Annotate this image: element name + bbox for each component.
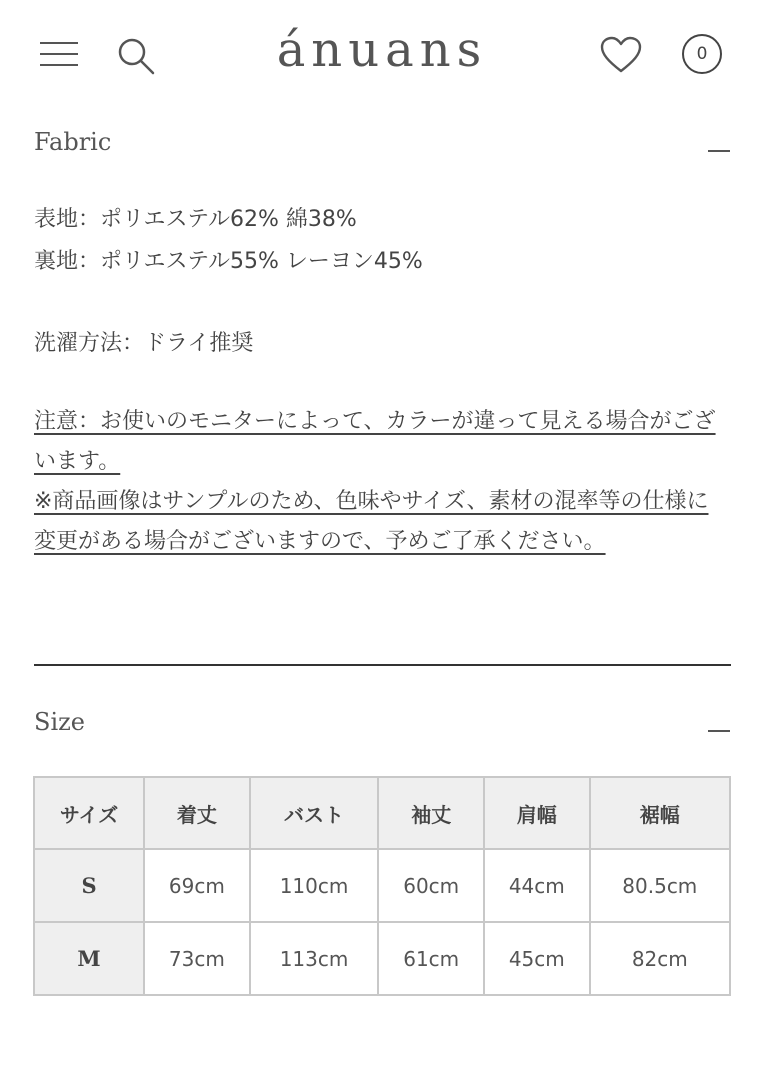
table-cell: 61cm <box>378 922 484 995</box>
table-cell: 45cm <box>484 922 590 995</box>
size-label-cell: S <box>34 849 144 922</box>
size-label-cell: M <box>34 922 144 995</box>
fabric-title: Fabric <box>34 128 112 156</box>
table-cell: 44cm <box>484 849 590 922</box>
sample-image-note-text: ※商品画像はサンプルのため、色味やサイズ、素材の混率等の仕様に変更がある場合がございますので、予めご了承ください。 <box>34 489 709 554</box>
table-cell: 110cm <box>250 849 379 922</box>
heart-icon[interactable] <box>600 36 642 74</box>
table-cell: 69cm <box>144 849 250 922</box>
monitor-color-note <box>34 402 724 482</box>
table-header-cell: 肩幅 <box>484 777 590 849</box>
size-section-header[interactable] <box>34 708 730 748</box>
cart-icon[interactable]: 0 <box>682 34 722 74</box>
fabric-section-header[interactable] <box>34 128 730 168</box>
collapse-icon[interactable] <box>708 140 730 162</box>
table-row <box>34 922 730 995</box>
table-header-cell: サイズ <box>34 777 144 849</box>
table-cell: 113cm <box>250 922 379 995</box>
monitor-color-note-text: 注意：お使いのモニターによって、カラーが違って見える場合がございます。 <box>34 409 716 474</box>
table-header-row <box>34 777 730 849</box>
table-header-cell: 袖丈 <box>378 777 484 849</box>
lining-fabric-text: 裏地：ポリエステル55% レーヨン45% <box>34 249 423 274</box>
wash-method-text: 洗濯方法：ドライ推奨 <box>34 331 254 356</box>
collapse-icon[interactable] <box>708 720 730 742</box>
size-title: Size <box>34 708 85 736</box>
table-cell: 82cm <box>590 922 730 995</box>
outer-fabric-text: 表地：ポリエステル62% 綿38% <box>34 207 357 232</box>
site-header <box>0 0 764 110</box>
size-table <box>33 776 731 996</box>
section-divider <box>34 664 731 666</box>
sample-image-note <box>34 482 724 562</box>
table-header-cell: 裾幅 <box>590 777 730 849</box>
table-cell: 60cm <box>378 849 484 922</box>
table-cell: 73cm <box>144 922 250 995</box>
table-row <box>34 849 730 922</box>
brand-logo[interactable]: ánuans <box>276 22 488 78</box>
table-header-cell: バスト <box>250 777 379 849</box>
table-header-cell: 着丈 <box>144 777 250 849</box>
table-cell: 80.5cm <box>590 849 730 922</box>
